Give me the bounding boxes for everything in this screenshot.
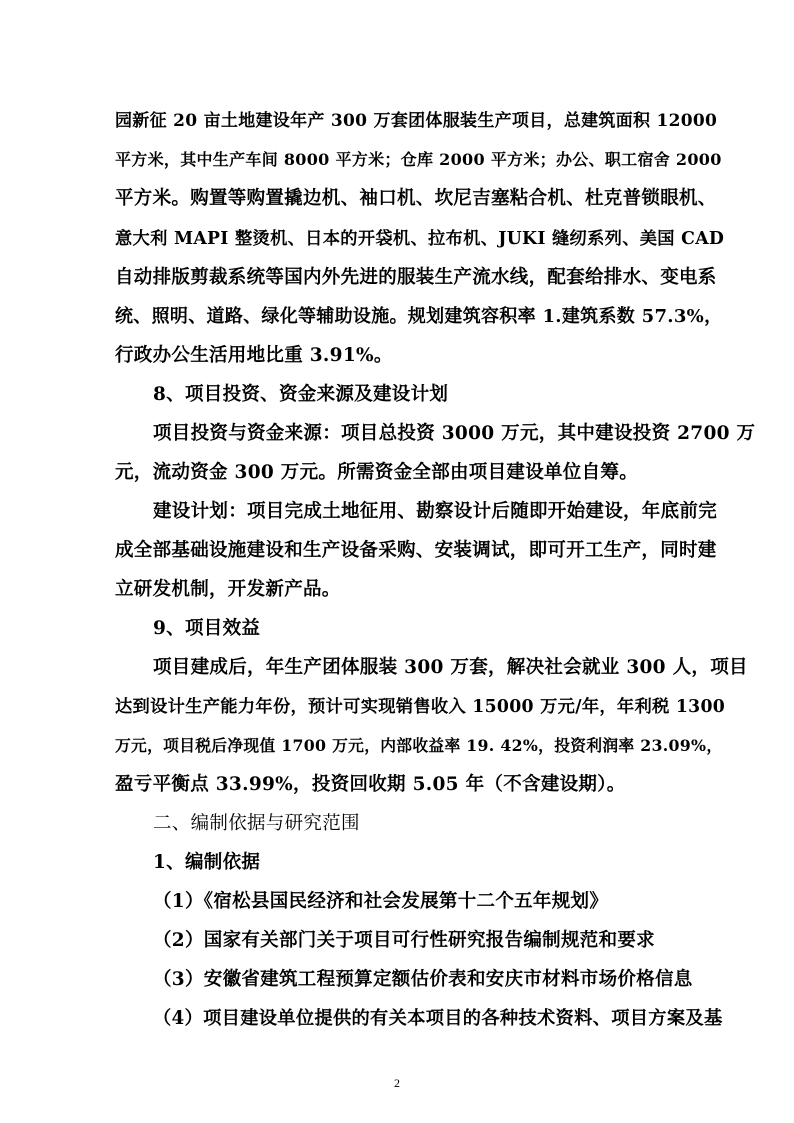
body-line: 元，流动资金 300 万元。所需资金全部由项目建设单位自筹。 — [115, 462, 639, 483]
body-line: 立研发机制，开发新产品。 — [115, 579, 341, 600]
chapter-heading: 二、编制依据与研究范围 — [153, 813, 360, 834]
section-heading: 8、项目投资、资金来源及建设计划 — [153, 384, 449, 405]
body-line: 项目投资与资金来源：项目总投资 3000 万元，其中建设投资 2700 万 — [153, 423, 756, 444]
list-item: （2）国家有关部门关于项目可行性研究报告编制规范和要求 — [153, 930, 655, 951]
body-line: 统、照明、道路、绿化等辅助设施。规划建筑容积率 1.建筑系数 57.3%， — [115, 306, 723, 327]
list-item: （4）项目建设单位提供的有关本项目的各种技术资料、项目方案及基 — [153, 1008, 723, 1029]
body-line: 平方米，其中生产车间 8000 平方米；仓库 2000 平方米；办公、职工宿舍 2000 — [115, 150, 722, 169]
body-line: 成全部基础设施建设和生产设备采购、安装调试，即可开工生产，同时建 — [115, 540, 717, 561]
body-line: 达到设计生产能力年份，预计可实现销售收入 15000 万元/年，年利税 1300 — [115, 697, 726, 717]
page-number: 2 — [394, 1076, 400, 1090]
body-line: 意大利 MAPI 整烫机、日本的开袋机、拉布机、JUKI 缝纫系列、美国 CAD — [115, 229, 725, 249]
list-item: （1）《宿松县国民经济和社会发展第十二个五年规划》 — [153, 891, 609, 912]
section-heading: 1、编制依据 — [153, 852, 261, 873]
body-line: 项目建成后，年生产团体服装 300 万套，解决社会就业 300 人，项目 — [153, 657, 748, 678]
body-line: 平方米。购置等购置撬边机、袖口机、坎尼吉塞粘合机、杜克普锁眼机、 — [115, 188, 717, 209]
body-line: 行政办公生活用地比重 3.91%。 — [115, 345, 393, 366]
body-line: 自动排版剪裁系统等国内外先进的服装生产流水线，配套给排水、变电系 — [115, 267, 717, 288]
list-item: （3）安徽省建筑工程预算定额估价表和安庆市材料市场价格信息 — [153, 969, 693, 990]
body-line: 盈亏平衡点 33.99%，投资回收期 5.05 年（不含建设期）。 — [115, 774, 626, 795]
body-line: 建设计划：项目完成土地征用、勘察设计后随即开始建设，年底前完 — [153, 501, 718, 522]
body-line: 园新征 20 亩土地建设年产 300 万套团体服装生产项目，总建筑面积 12000 — [115, 111, 718, 131]
body-line: 万元，项目税后净现值 1700 万元，内部收益率 19. 42%，投资利润率 23.09%， — [115, 736, 723, 755]
section-heading: 9、项目效益 — [153, 618, 261, 639]
